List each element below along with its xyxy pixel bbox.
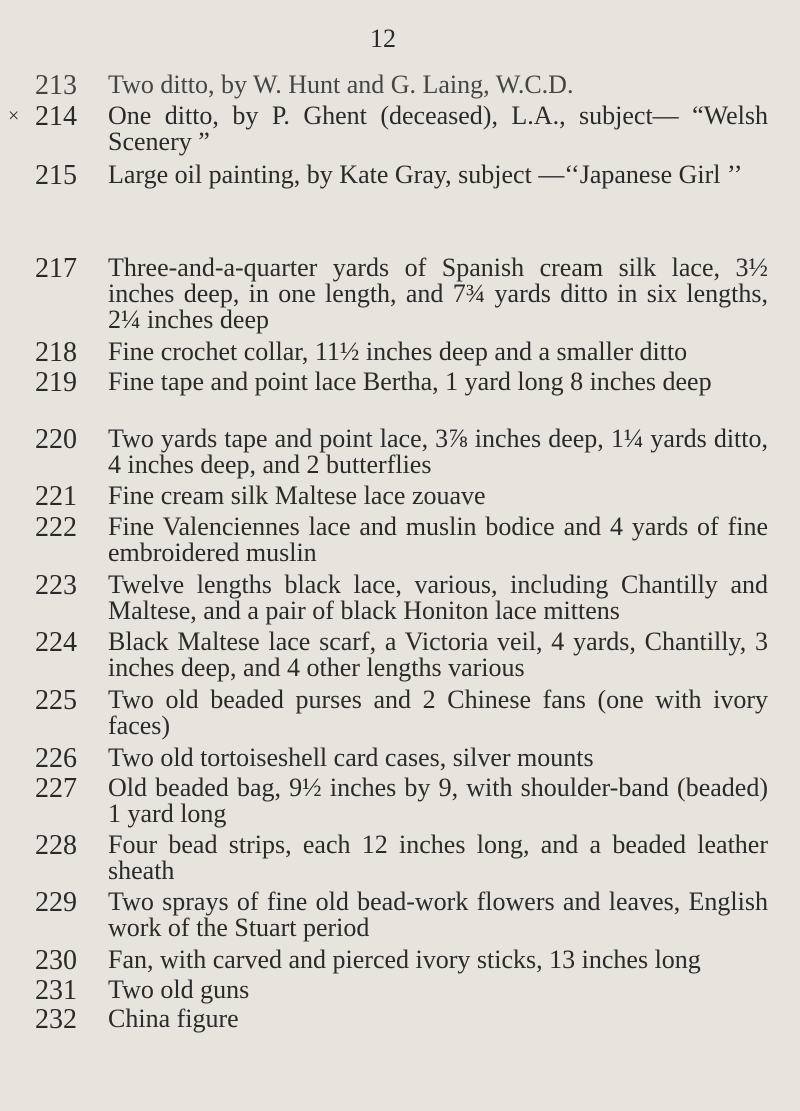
lot-number: 218: [35, 337, 77, 368]
lot-number: 222: [35, 512, 77, 543]
lot-description: Two sprays of fine old bead-work flowers and leaves, English work of the Stuart period: [108, 887, 768, 942]
lot-number: 224: [35, 627, 77, 658]
lot-description: Fan, with carved and pierced ivory sticks, 13 inches long: [108, 945, 701, 974]
lot-number: 229: [35, 887, 77, 918]
lot-number: 232: [35, 1004, 77, 1035]
lot-description: One ditto, by P. Ghent (deceased), L.A., subject— “Welsh Scenery ”: [108, 101, 768, 156]
lot-number: 219: [35, 367, 77, 398]
lot-number: 226: [35, 743, 77, 774]
lot-description: Two ditto, by W. Hunt and G. Laing, W.C.D.: [108, 70, 574, 99]
lot-description: Fine Valenciennes lace and muslin bodice and 4 yards of fine embroidered muslin: [108, 512, 768, 567]
lot-description: Old beaded bag, 9½ inches by 9, with shoulder-band (beaded) 1 yard long: [108, 773, 768, 828]
lot-number: 228: [35, 830, 77, 861]
lot-description: Two old beaded purses and 2 Chinese fans (one with ivory faces): [108, 685, 768, 740]
lot-description: Two yards tape and point lace, 3⅞ inches deep, 1¼ yards ditto, 4 inches deep, and 2 butterflies: [108, 424, 768, 479]
lot-number: 220: [35, 424, 77, 455]
lot-description: Fine tape and point lace Bertha, 1 yard long 8 inches deep: [108, 367, 712, 396]
lot-description: Three-and-a-quarter yards of Spanish cream silk lace, 3½ inches deep, in one length, and 7¾ yards ditto in six lengths, 2¼ inches deep: [108, 253, 768, 334]
lot-description: Fine cream silk Maltese lace zouave: [108, 481, 486, 510]
lot-description: Fine crochet collar, 11½ inches deep and a smaller ditto: [108, 337, 688, 366]
lot-number: 230: [35, 945, 77, 976]
lot-description: Twelve lengths black lace, various, including Chantilly and Maltese, and a pair of black Honiton lace mittens: [108, 570, 768, 625]
lot-number: 214: [35, 101, 77, 132]
lot-number: 217: [35, 253, 77, 284]
lot-number: 221: [35, 481, 77, 512]
lot-number: 225: [35, 685, 77, 716]
lot-description: China figure: [108, 1004, 239, 1033]
lot-description: Two old tortoiseshell card cases, silver mounts: [108, 743, 594, 772]
lot-number: 215: [35, 160, 77, 191]
lot-description: Large oil painting, by Kate Gray, subject —‘‘Japanese Girl ’’: [108, 160, 743, 189]
lot-description: Two old guns: [108, 975, 250, 1004]
lot-number: 227: [35, 773, 77, 804]
handwritten-cross-mark: ×: [8, 105, 20, 127]
lot-description: Black Maltese lace scarf, a Victoria veil, 4 yards, Chantilly, 3 inches deep, and 4 other lengths various: [108, 627, 768, 682]
lot-number: 213: [35, 70, 77, 101]
lot-description: Four bead strips, each 12 inches long, and a beaded leather sheath: [108, 830, 768, 885]
lot-number: 223: [35, 570, 77, 601]
lot-number: 231: [35, 975, 77, 1006]
page-number: 12: [370, 24, 396, 53]
